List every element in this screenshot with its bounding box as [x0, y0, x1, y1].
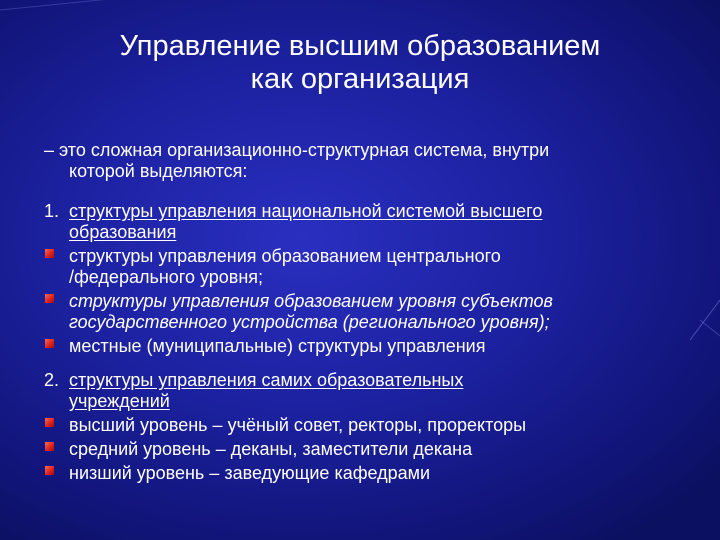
list-item-line-2: государственного устройства (регионального уровня);: [69, 312, 550, 332]
group-national: [44, 201, 704, 357]
red-square-bullet-icon: [45, 294, 54, 303]
list-item: [44, 415, 704, 436]
list-item: [44, 246, 704, 288]
group-item-list: [44, 246, 704, 357]
group-heading-line-1: структуры управления национальной системой высшего: [69, 201, 543, 221]
group-number: 2.: [44, 370, 60, 390]
intro-line-2: которой выделяются:: [69, 161, 248, 181]
group-heading: [44, 370, 704, 412]
red-square-bullet-icon: [45, 418, 54, 427]
intro-line-1: – это сложная организационно-структурная система, внутри: [44, 140, 550, 160]
slide-title: [0, 30, 720, 96]
list-item-line-1: средний уровень – деканы, заместители декана: [69, 439, 473, 459]
intro-text: [44, 140, 704, 182]
group-heading-line-1: структуры управления самих образовательных: [69, 370, 464, 390]
group-heading: [44, 201, 704, 243]
slide-title-line-1: Управление высшим образованием: [119, 30, 601, 62]
slide-content: [44, 140, 704, 487]
list-item-line-1: структуры управления образованием уровня субъектов: [69, 291, 553, 311]
red-square-bullet-icon: [45, 339, 54, 348]
group-item-list: [44, 415, 704, 484]
group-heading-line-2: образования: [69, 222, 177, 242]
list-item-line-1: структуры управления образованием центрального: [69, 246, 501, 266]
list-item-line-1: высший уровень – учёный совет, ректоры, проректоры: [69, 415, 527, 435]
group-number: 1.: [44, 201, 60, 221]
group-heading-line-2: учреждений: [69, 391, 170, 411]
red-square-bullet-icon: [45, 466, 54, 475]
list-item: [44, 463, 704, 484]
list-item-line-1: местные (муниципальные) структуры управления: [69, 336, 486, 356]
list-item: [44, 439, 704, 460]
list-item: [44, 291, 704, 333]
list-item-line-2: /федерального уровня;: [69, 267, 264, 287]
slide-title-line-2: как организация: [250, 63, 470, 95]
list-item: [44, 336, 704, 357]
list-item-line-1: низший уровень – заведующие кафедрами: [69, 463, 431, 483]
red-square-bullet-icon: [45, 442, 54, 451]
red-square-bullet-icon: [45, 249, 54, 258]
group-institutional: [44, 370, 704, 484]
